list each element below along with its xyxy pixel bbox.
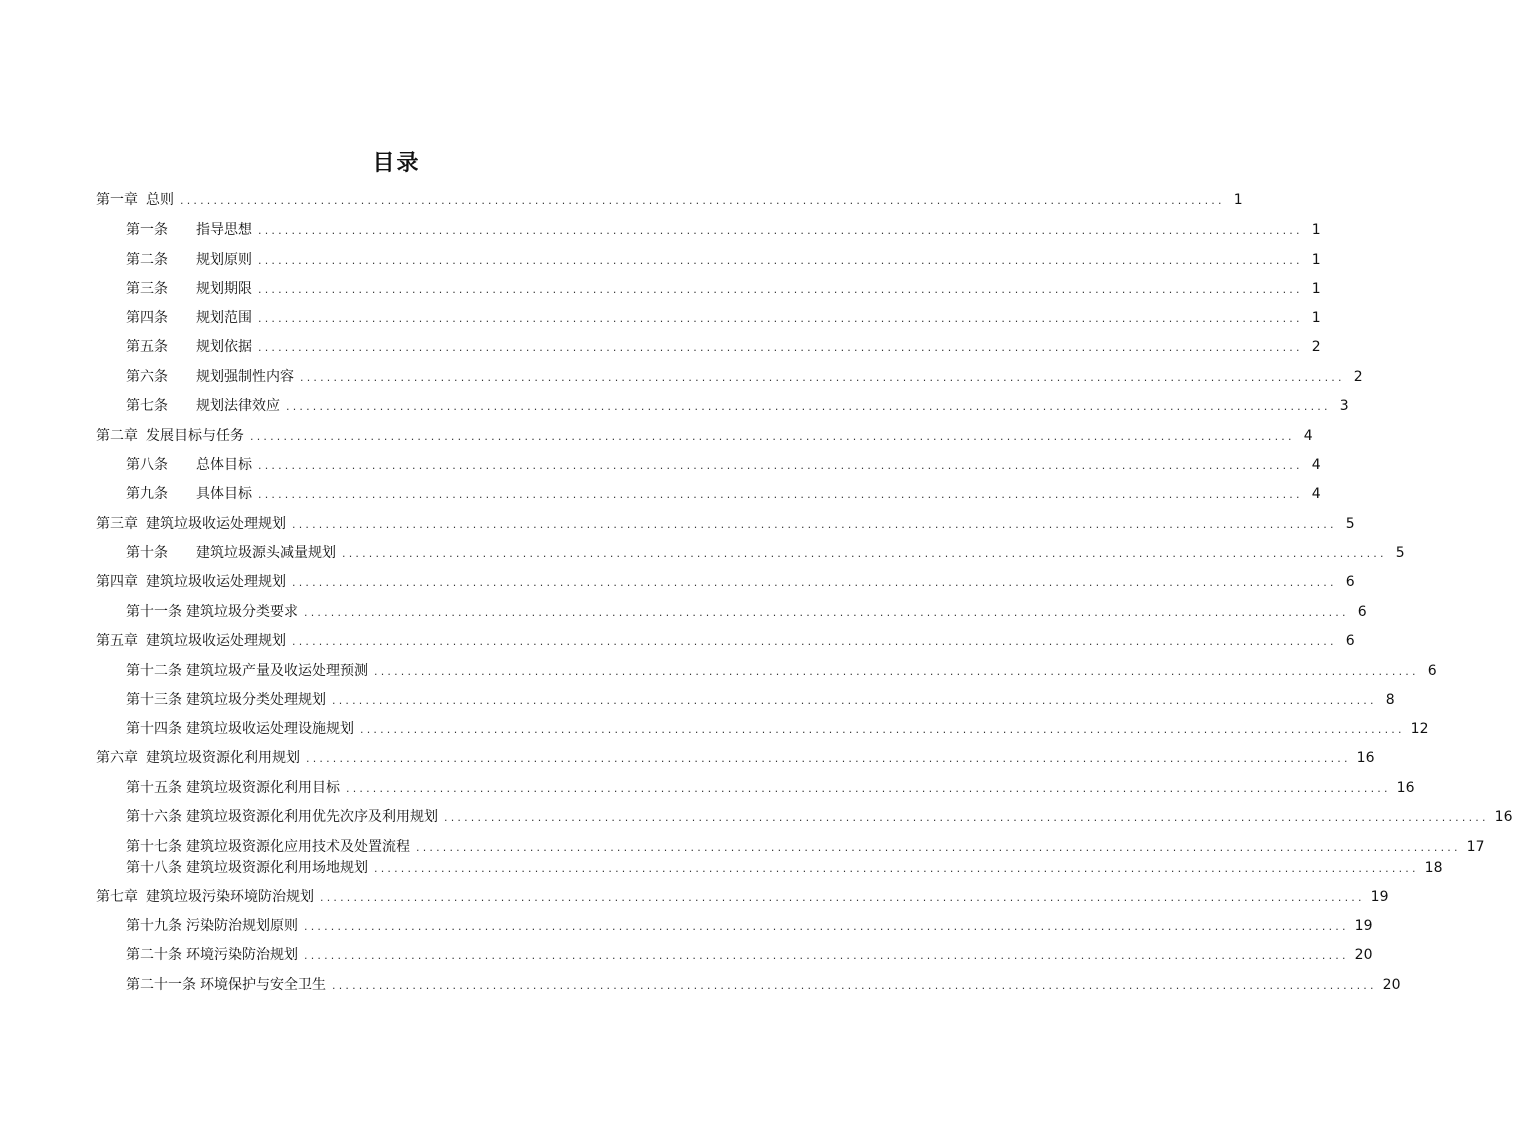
dot-leader: ............................................................................................................................................................ [292,518,1337,531]
dot-leader: ............................................................................................................................................................ [258,224,1303,237]
dot-leader: ............................................................................................................................................................ [258,341,1303,354]
toc-article-15[interactable] [126,776,1415,798]
dot-leader: ............................................................................................................................................................ [258,283,1303,296]
toc-article-12[interactable] [126,659,1437,681]
page-number: 4 [1311,486,1321,502]
entry-number: 第四条 [126,310,168,326]
toc-article-20[interactable] [126,943,1373,965]
page-number: 5 [1395,545,1405,561]
entry-number: 第一条 [126,222,168,238]
toc-article-21[interactable] [126,973,1401,995]
entry-title: 建筑垃圾收运处理规划 [146,633,286,649]
page-number: 20 [1382,977,1401,993]
entry-title: 指导思想 [196,222,252,238]
toc-chapter-7[interactable] [96,885,1389,907]
entry-number: 第十七条 [126,839,182,855]
entry-title: 建筑垃圾资源化利用目标 [186,780,340,796]
toc-chapter-1[interactable] [96,188,1243,210]
toc-chapter-5[interactable] [96,629,1355,651]
dot-leader: ............................................................................................................................................................ [346,782,1391,795]
toc-article-16[interactable] [126,805,1513,827]
page-number: 1 [1311,281,1321,297]
entry-number: 第二十条 [126,947,182,963]
entry-title: 建筑垃圾资源化利用规划 [146,750,300,766]
toc-article-9[interactable] [126,482,1321,504]
toc-article-10[interactable] [126,541,1405,563]
entry-title: 建筑垃圾资源化利用场地规划 [186,860,368,876]
dot-leader: ............................................................................................................................................................ [332,694,1377,707]
entry-number: 第七章 [96,889,138,905]
dot-leader: ............................................................................................................................................................ [292,576,1337,589]
page-number: 2 [1353,369,1363,385]
entry-title: 规划法律效应 [196,398,280,414]
entry-number: 第十八条 [126,860,182,876]
entry-title: 建筑垃圾收运处理设施规划 [186,721,354,737]
toc-article-5[interactable] [126,335,1321,357]
page-number: 4 [1303,428,1313,444]
dot-leader: ............................................................................................................................................................ [332,979,1377,992]
page-number: 18 [1424,860,1443,876]
dot-leader: ............................................................................................................................................................ [258,459,1303,472]
page-number: 6 [1345,633,1355,649]
toc-chapter-4[interactable] [96,570,1355,592]
toc-chapter-6[interactable] [96,746,1375,768]
page-number: 12 [1410,721,1429,737]
page-number: 1 [1311,310,1321,326]
page-number: 16 [1494,809,1513,825]
entry-title: 环境保护与安全卫生 [200,977,326,993]
page-number: 3 [1339,398,1349,414]
entry-number: 第二十一条 [126,977,196,993]
entry-title: 建筑垃圾污染环境防治规划 [146,889,314,905]
entry-number: 第三条 [126,281,168,297]
toc-article-8[interactable] [126,453,1321,475]
page-number: 16 [1356,750,1375,766]
entry-number: 第十六条 [126,809,182,825]
page-number: 19 [1354,918,1373,934]
toc-article-2[interactable] [126,248,1321,270]
dot-leader: ............................................................................................................................................................ [374,665,1419,678]
toc-article-3[interactable] [126,277,1321,299]
entry-number: 第五章 [96,633,138,649]
entry-number: 第十五条 [126,780,182,796]
entry-number: 第五条 [126,339,168,355]
dot-leader: ............................................................................................................................................................ [180,194,1225,207]
entry-title: 建筑垃圾收运处理规划 [146,516,286,532]
page-title: 目录 [372,151,421,176]
dot-leader: ............................................................................................................................................................ [416,841,1461,854]
entry-number: 第九条 [126,486,168,502]
entry-title: 建筑垃圾源头减量规划 [196,545,336,561]
dot-leader: ............................................................................................................................................................ [304,920,1349,933]
dot-leader: ............................................................................................................................................................ [444,811,1489,824]
entry-title: 建筑垃圾产量及收运处理预测 [186,663,368,679]
entry-number: 第八条 [126,457,168,473]
toc-chapter-3[interactable] [96,512,1355,534]
entry-title: 环境污染防治规划 [186,947,298,963]
page-number: 20 [1354,947,1373,963]
page-number: 6 [1427,663,1437,679]
dot-leader: ............................................................................................................................................................ [374,862,1419,875]
entry-number: 第二条 [126,252,168,268]
entry-number: 第四章 [96,574,138,590]
dot-leader: ............................................................................................................................................................ [304,949,1349,962]
dot-leader: ............................................................................................................................................................ [304,606,1349,619]
entry-number: 第二章 [96,428,138,444]
toc-article-18[interactable] [126,856,1443,878]
page-number: 1 [1311,222,1321,238]
page-number: 6 [1357,604,1367,620]
page-number: 2 [1311,339,1321,355]
toc-article-7[interactable] [126,394,1349,416]
dot-leader: ............................................................................................................................................................ [258,488,1303,501]
entry-number: 第十九条 [126,918,182,934]
toc-article-17[interactable] [126,835,1485,857]
dot-leader: ............................................................................................................................................................ [250,430,1295,443]
entry-title: 规划原则 [196,252,252,268]
page-number: 6 [1345,574,1355,590]
dot-leader: ............................................................................................................................................................ [286,400,1331,413]
entry-title: 规划依据 [196,339,252,355]
entry-number: 第十条 [126,545,168,561]
entry-title: 建筑垃圾资源化应用技术及处置流程 [186,839,410,855]
entry-title: 总则 [146,192,174,208]
entry-number: 第三章 [96,516,138,532]
dot-leader: ............................................................................................................................................................ [306,752,1351,765]
toc-chapter-2[interactable] [96,424,1313,446]
page-number: 1 [1233,192,1243,208]
entry-title: 规划范围 [196,310,252,326]
dot-leader: ............................................................................................................................................................ [300,371,1345,384]
entry-title: 总体目标 [196,457,252,473]
toc-article-1[interactable] [126,218,1321,240]
toc-article-19[interactable] [126,914,1373,936]
entry-number: 第六条 [126,369,168,385]
entry-title: 建筑垃圾分类处理规划 [186,692,326,708]
toc-article-13[interactable] [126,688,1395,710]
page-number: 4 [1311,457,1321,473]
page-number: 5 [1345,516,1355,532]
entry-title: 污染防治规划原则 [186,918,298,934]
dot-leader: ............................................................................................................................................................ [360,723,1405,736]
toc-article-6[interactable] [126,365,1363,387]
entry-title: 建筑垃圾资源化利用优先次序及利用规划 [186,809,438,825]
entry-number: 第一章 [96,192,138,208]
entry-number: 第十三条 [126,692,182,708]
entry-number: 第十四条 [126,721,182,737]
toc-article-14[interactable] [126,717,1429,739]
entry-number: 第七条 [126,398,168,414]
entry-title: 规划期限 [196,281,252,297]
page-number: 19 [1370,889,1389,905]
dot-leader: ............................................................................................................................................................ [320,891,1365,904]
entry-number: 第六章 [96,750,138,766]
entry-number: 第十二条 [126,663,182,679]
page-number: 8 [1385,692,1395,708]
entry-number: 第十一条 [126,604,182,620]
toc-article-4[interactable] [126,306,1321,328]
entry-title: 建筑垃圾收运处理规划 [146,574,286,590]
page-number: 17 [1466,839,1485,855]
dot-leader: ............................................................................................................................................................ [342,547,1387,560]
dot-leader: ............................................................................................................................................................ [258,254,1303,267]
entry-title: 具体目标 [196,486,252,502]
entry-title: 规划强制性内容 [196,369,294,385]
dot-leader: ............................................................................................................................................................ [292,635,1337,648]
page-number: 1 [1311,252,1321,268]
entry-title: 发展目标与任务 [146,428,244,444]
entry-title: 建筑垃圾分类要求 [186,604,298,620]
page-number: 16 [1396,780,1415,796]
toc-article-11[interactable] [126,600,1367,622]
dot-leader: ............................................................................................................................................................ [258,312,1303,325]
